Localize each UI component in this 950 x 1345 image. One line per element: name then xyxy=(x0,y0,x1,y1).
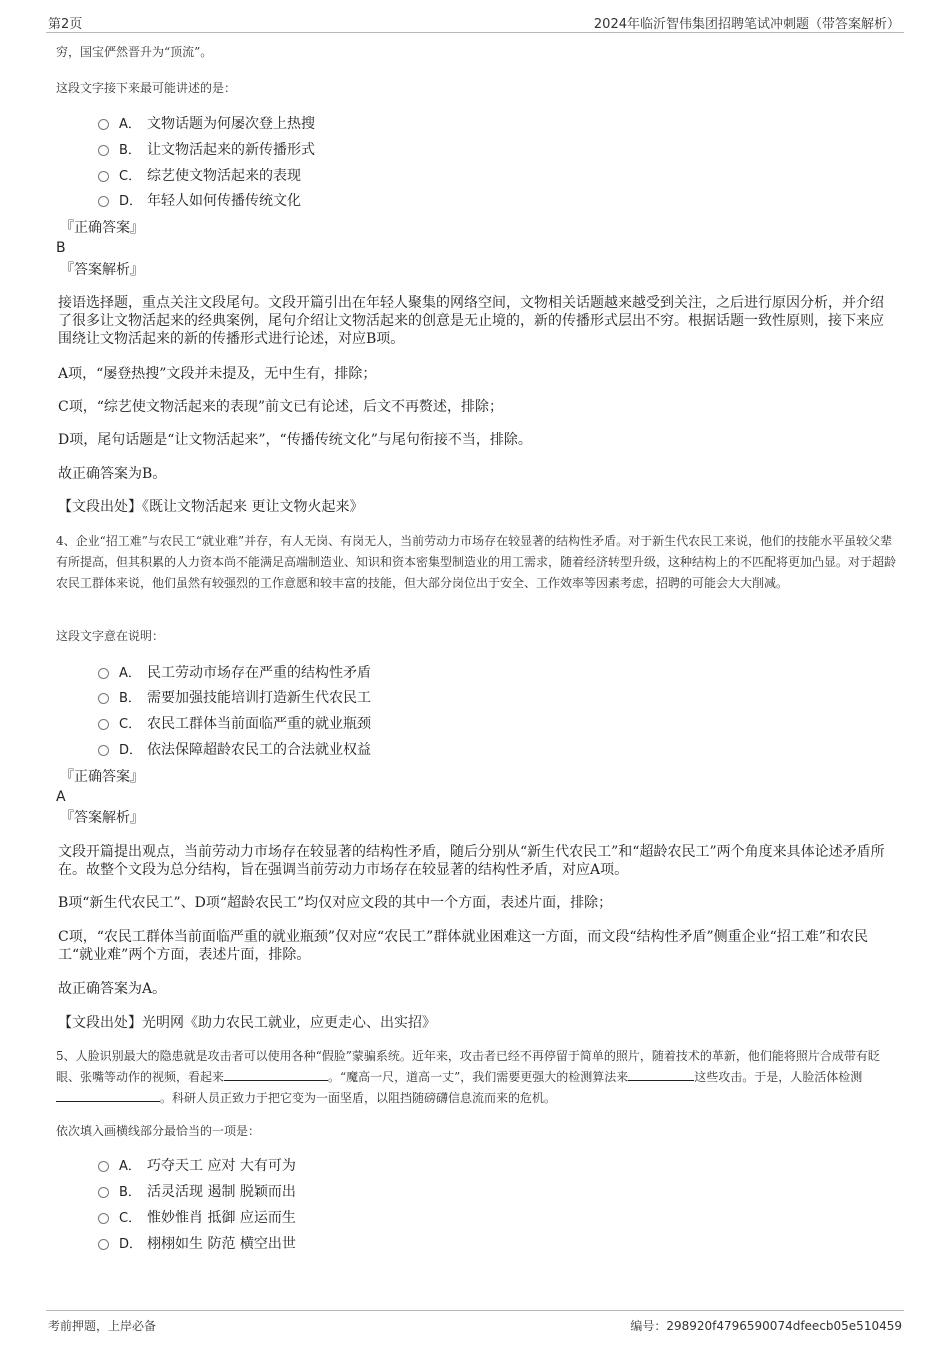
page-number: 第2页 xyxy=(48,17,83,32)
q4-answer-label: 『正确答案』 xyxy=(60,769,144,785)
page-header xyxy=(46,10,904,33)
q3-option-b[interactable]: B． 让文物活起来的新传播形式 xyxy=(98,140,315,161)
radio-icon[interactable] xyxy=(98,119,109,130)
option-text: 文物话题为何屡次登上热搜 xyxy=(147,116,315,132)
option-text: 年轻人如何传播传统文化 xyxy=(147,193,301,209)
document-title: 2024年临沂智伟集团招聘笔试冲刺题（带答案解析） xyxy=(593,17,900,32)
q4-source: 【文段出处】光明网《助力农民工就业，应更走心、出实招》 xyxy=(58,1015,436,1031)
q4-stem: 4、企业“招工难”与农民工“就业难”并存，有人无岗、有岗无人，当前劳动力市场存在较显著的结构性矛盾。对于新生代农民工来说，他们的技能水平虽较父辈有所提高，但其积累的人力资本尚不能满足高端制造业、知识和资本密集型制造业的用工需求，随着经济转型升级，这种结构上的不匹配将更加凸显。对于超龄农民工群体来说，他们虽然有较强烈的工作意愿和较丰富的技能，但大部分岗位出于安全、工作效率等因素考虑，招聘的可能会大大削减。 xyxy=(56,534,897,590)
q4-analysis-options-bd: B项“新生代农民工”、D项“超龄农民工”均仅对应文段的其中一个方面，表述片面，排除； xyxy=(58,895,613,911)
q3-answer: B xyxy=(56,240,66,256)
option-text: 活灵活现 遏制 脱颖而出 xyxy=(147,1184,296,1200)
q3-analysis-option-d: D项，尾句话题是“让文物活起来”，“传播传统文化”与尾句衔接不当，排除。 xyxy=(58,432,532,448)
q3-analysis-label: 『答案解析』 xyxy=(60,262,144,278)
q3-analysis-option-c: C项，“综艺使文物活起来的表现”前文已有论述，后文不再赘述，排除； xyxy=(58,399,504,415)
q3-conclusion: 故正确答案为B。 xyxy=(58,466,167,482)
q4-prompt: 这段文字意在说明： xyxy=(56,629,165,643)
q4-analysis-label: 『答案解析』 xyxy=(60,810,144,826)
q3-option-c[interactable]: C． 综艺使文物活起来的表现 xyxy=(98,166,301,187)
q3-analysis-paragraph: 接语选择题，重点关注文段尾句。文段开篇引出在年轻人聚集的网络空间，文物相关话题越来越受到关注，之后进行原因分析，并介绍了很多让文物活起来的经典案例，尾句介绍让文物活起来的创意是无止境的，新的传播形式层出不穷。根据话题一致性原则，接下来应围绕让文物活起来的新的传播形式进行论述，对应B项。 xyxy=(58,295,884,347)
radio-icon[interactable] xyxy=(98,693,109,704)
radio-icon[interactable] xyxy=(98,1213,109,1224)
q5-option-a[interactable]: A． 巧夺天工 应对 大有可为 xyxy=(98,1156,296,1177)
option-text: 需要加强技能培训打造新生代农民工 xyxy=(147,690,371,706)
q3-source: 【文段出处】《既让文物活起来 更让文物火起来》 xyxy=(58,499,364,515)
q3-answer-label: 『正确答案』 xyxy=(60,220,144,236)
q3-option-d[interactable]: D． 年轻人如何传播传统文化 xyxy=(98,191,301,212)
radio-icon[interactable] xyxy=(98,1239,109,1250)
footer-slogan: 考前押题，上岸必备 xyxy=(48,1319,157,1333)
q4-option-c[interactable]: C． 农民工群体当前面临严重的就业瓶颈 xyxy=(98,714,371,735)
option-text: 栩栩如生 防范 横空出世 xyxy=(147,1236,296,1252)
q4-analysis-option-c: C项，“农民工群体当前面临严重的就业瓶颈”仅对应“农民工”群体就业困难这一方面，而文段“结构性矛盾”侧重企业“招工难”和农民工“就业难”两个方面，表述片面，排除。 xyxy=(58,929,868,963)
q3-analysis-option-a: A项，“屡登热搜”文段并未提及，无中生有，排除； xyxy=(58,366,377,382)
q5-stem: 5、人脸识别最大的隐患就是攻击者可以使用各种“假脸”蒙骗系统。近年来，攻击者已经不再停留于简单的照片，随着技术的革新，他们能将照片合成带有眨眼、张嘴等动作的视频，看起来 。“魔高一尺，道高一丈”，我们需要更强大的检测算法来 这些攻击。于是，人脸活体检测。科研人员正致力于把它变为一面坚盾，以阻挡随磅礴信息流而来的危机。 xyxy=(56,1049,880,1105)
fill-blank-3[interactable] xyxy=(56,1089,160,1102)
radio-icon[interactable] xyxy=(98,719,109,730)
option-text: 巧夺天工 应对 大有可为 xyxy=(147,1158,296,1174)
fill-blank-2[interactable] xyxy=(628,1068,694,1081)
q5-option-c[interactable]: C． 惟妙惟肖 抵御 应运而生 xyxy=(98,1208,296,1229)
q4-option-a[interactable]: A． 民工劳动市场存在严重的结构性矛盾 xyxy=(98,663,371,684)
document-code: 编号：298920f4796590074dfeecb05e510459 xyxy=(630,1319,902,1333)
option-text: 依法保障超龄农民工的合法就业权益 xyxy=(147,742,371,758)
radio-icon[interactable] xyxy=(98,1161,109,1172)
q3-option-a[interactable]: A． 文物话题为何屡次登上热搜 xyxy=(98,114,315,135)
q5-prompt: 依次填入画横线部分最恰当的一项是： xyxy=(56,1124,261,1138)
q5-option-d[interactable]: D． 栩栩如生 防范 横空出世 xyxy=(98,1234,296,1255)
option-text: 惟妙惟肖 抵御 应运而生 xyxy=(147,1210,296,1226)
option-text: 农民工群体当前面临严重的就业瓶颈 xyxy=(147,716,371,732)
option-text: 让文物活起来的新传播形式 xyxy=(147,142,315,158)
option-text: 综艺使文物活起来的表现 xyxy=(147,168,301,184)
q3-prompt: 这段文字接下来最可能讲述的是： xyxy=(56,81,237,95)
q3-stem-tail: 穷，国宝俨然晋升为“顶流”。 xyxy=(56,45,213,59)
q4-option-b[interactable]: B． 需要加强技能培训打造新生代农民工 xyxy=(98,688,371,709)
q5-option-b[interactable]: B． 活灵活现 遏制 脱颖而出 xyxy=(98,1182,296,1203)
radio-icon[interactable] xyxy=(98,745,109,756)
radio-icon[interactable] xyxy=(98,171,109,182)
radio-icon[interactable] xyxy=(98,1187,109,1198)
page-footer xyxy=(46,1310,904,1339)
q4-option-d[interactable]: D． 依法保障超龄农民工的合法就业权益 xyxy=(98,740,371,761)
radio-icon[interactable] xyxy=(98,668,109,679)
q4-answer: A xyxy=(56,789,66,805)
radio-icon[interactable] xyxy=(98,145,109,156)
option-text: 民工劳动市场存在严重的结构性矛盾 xyxy=(147,665,371,681)
q4-conclusion: 故正确答案为A。 xyxy=(58,981,167,997)
q4-analysis-paragraph: 文段开篇提出观点，当前劳动力市场存在较显著的结构性矛盾，随后分别从“新生代农民工”和“超龄农民工”两个角度来具体论述矛盾所在。故整个文段为总分结构，旨在强调当前劳动力市场存在较显著的结构性矛盾，对应A项。 xyxy=(58,844,885,878)
radio-icon[interactable] xyxy=(98,196,109,207)
fill-blank-1[interactable] xyxy=(224,1068,328,1081)
